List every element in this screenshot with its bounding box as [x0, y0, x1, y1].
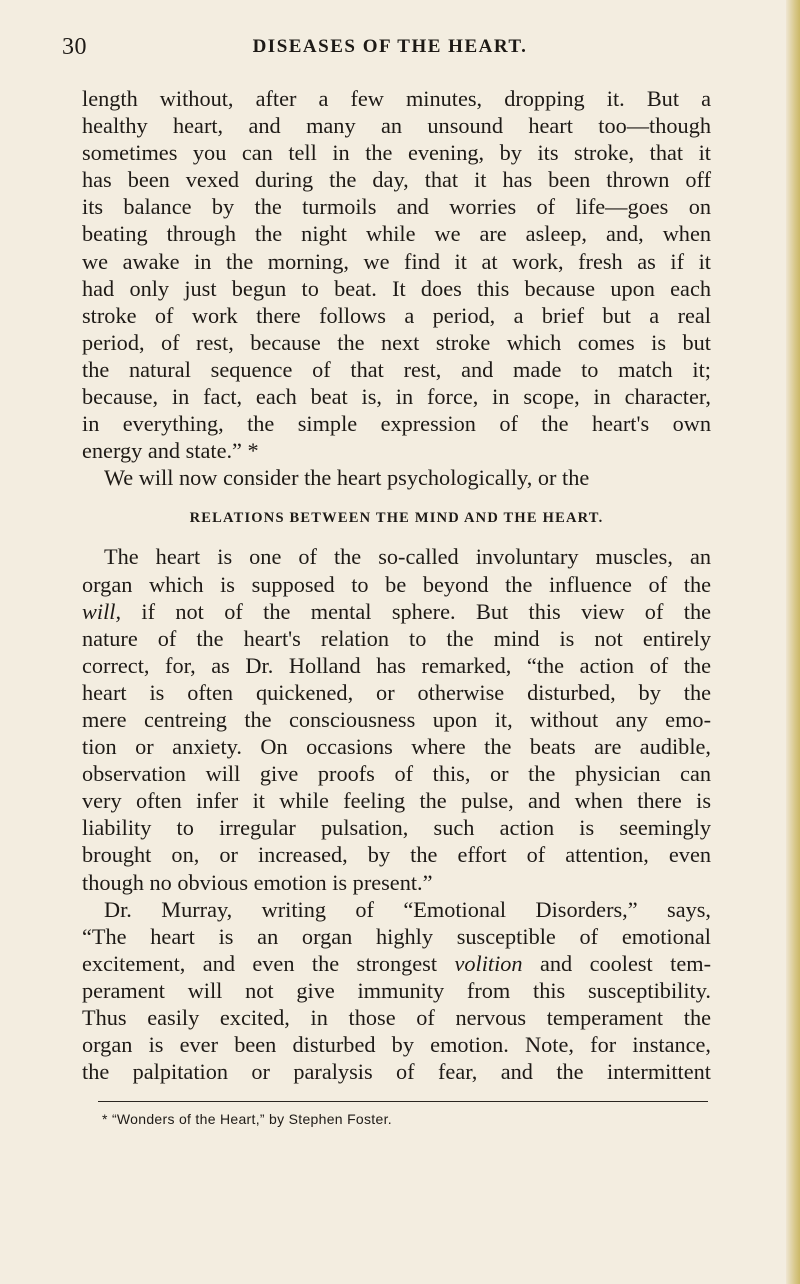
- text-line: Dr. Murray, writing of “Emotional Disorders,” says,: [104, 896, 711, 922]
- text-line: energy and state.” *: [82, 438, 259, 464]
- footnote-rule: [98, 1101, 708, 1102]
- text-line: the natural sequence of that rest, and made to match it;: [82, 356, 711, 382]
- text-line: period, of rest, because the next stroke which comes is but: [82, 329, 711, 355]
- text-line: [82, 598, 711, 625]
- text-line: organ is ever been disturbed by emotion. Note, for instance,: [82, 1032, 711, 1058]
- text-line: sometimes you can tell in the evening, by its stroke, that it: [82, 140, 711, 166]
- text-line: beating through the night while we are asleep, and, when: [82, 221, 711, 247]
- text-line: nature of the heart's relation to the mind is not entirely: [82, 625, 711, 651]
- text-line: has been vexed during the day, that it has been thrown off: [82, 167, 711, 193]
- page-header: [62, 34, 718, 64]
- text-line: observation will give proofs of this, or the physician can: [82, 761, 711, 787]
- body-text: [82, 85, 711, 1085]
- text-line: liability to irregular pulsation, such action is seemingly: [82, 815, 711, 841]
- text-line: stroke of work there follows a period, a brief but a real: [82, 302, 711, 328]
- page-edge: [786, 0, 800, 1284]
- text-line: perament will not give immunity from this susceptibility.: [82, 977, 711, 1003]
- text-line: its balance by the turmoils and worries of life—goes on: [82, 194, 711, 220]
- text-line: because, in fact, each beat is, in force, in scope, in character,: [82, 384, 711, 410]
- text-line: though no obvious emotion is present.”: [82, 869, 433, 895]
- italic-word: volition: [454, 950, 523, 976]
- text-line: The heart is one of the so-called involuntary muscles, an: [104, 544, 711, 570]
- text-line: length without, after a few minutes, dropping it. But a: [82, 86, 711, 111]
- text-line: correct, for, as Dr. Holland has remarked, “the action of the: [82, 652, 711, 678]
- text-line: We will now consider the heart psychologically, or the: [104, 465, 590, 491]
- text-line: healthy heart, and many an unsound heart too—though: [82, 113, 711, 139]
- text-span: excitement, and even the strongest: [82, 950, 455, 976]
- text-line: had only just begun to beat. It does this because upon each: [82, 275, 711, 301]
- text-line: Thus easily excited, in those of nervous temperament the: [82, 1005, 711, 1030]
- italic-word: will,: [82, 598, 122, 624]
- section-heading: RELATIONS BETWEEN THE MIND AND THE HEART.: [189, 510, 604, 527]
- text-line: mere centreing the consciousness upon it, without any emo-: [82, 706, 711, 732]
- text-line: the palpitation or paralysis of fear, and the intermittent: [82, 1059, 711, 1085]
- text-line: in everything, the simple expression of the heart's own: [82, 411, 711, 437]
- text-line: “The heart is an organ highly susceptible of emotional: [82, 923, 711, 949]
- text-span: if not of the mental sphere. But this view of the: [121, 598, 711, 624]
- text-line: tion or anxiety. On occasions where the beats are audible,: [82, 734, 711, 760]
- page-number: 30: [62, 34, 87, 60]
- text-span: and coolest tem-: [522, 950, 712, 976]
- text-line: organ which is supposed to be beyond the influence of the: [82, 571, 711, 597]
- text-line: [82, 950, 711, 977]
- footnote: * “Wonders of the Heart,” by Stephen Foster.: [102, 1111, 392, 1127]
- running-head: DISEASES OF THE HEART.: [252, 36, 528, 57]
- text-line: heart is often quickened, or otherwise disturbed, by the: [82, 679, 711, 705]
- text-line: we awake in the morning, we find it at work, fresh as if it: [82, 248, 711, 274]
- text-line: brought on, or increased, by the effort of attention, even: [82, 842, 711, 868]
- text-line: very often infer it while feeling the pulse, and when there is: [82, 788, 711, 814]
